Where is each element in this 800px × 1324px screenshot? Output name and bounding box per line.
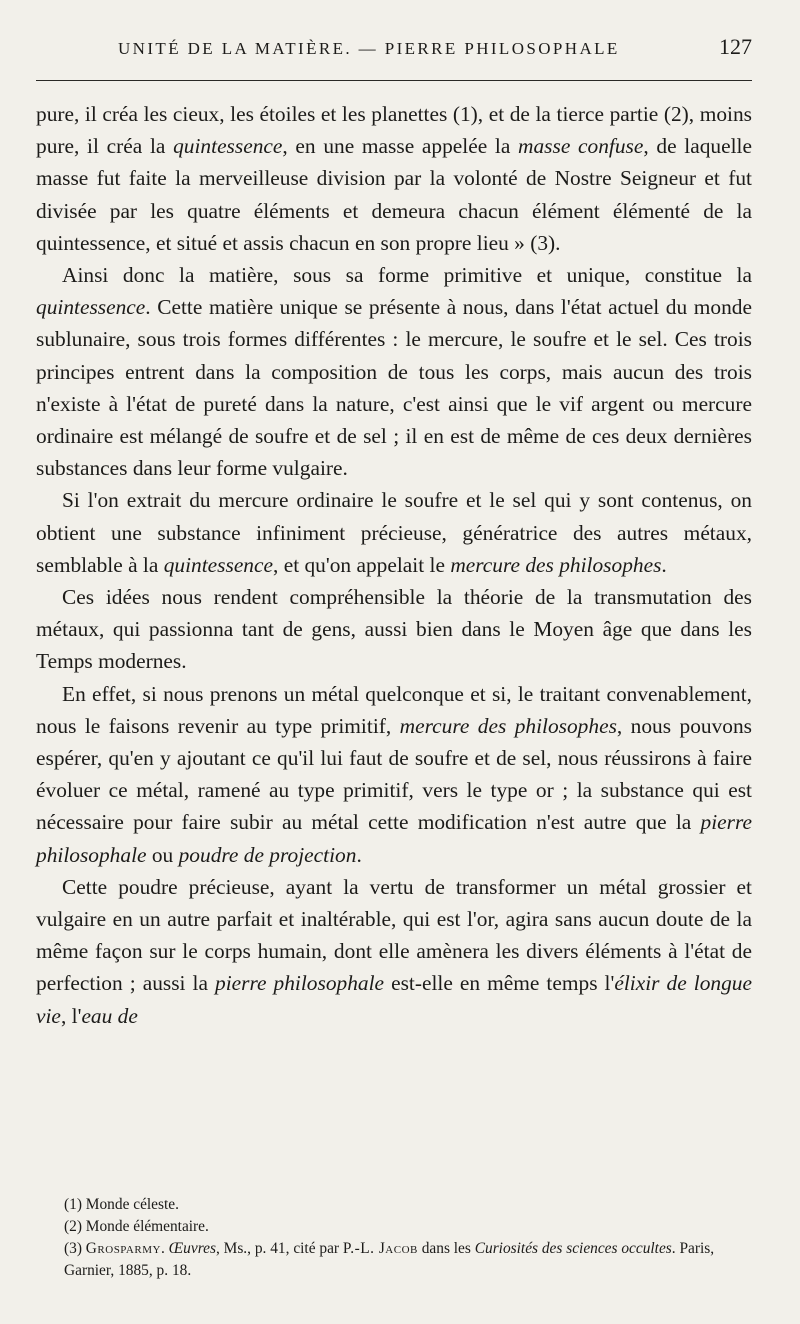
italic-term: quintessence	[36, 295, 146, 320]
italic-term: eau de	[81, 1003, 138, 1028]
footnote-book-title: Curiosités des sciences occultes	[474, 1240, 672, 1257]
text-segment: . Cette matière unique se présente à nous, dans l'état actuel du monde sublunaire, sous trois formes différentes : le mercure, le soufre et le sel. Ces trois principes entrent dans la composition de tous les corps, mais aucun des trois n'existe à l'état de pureté dans la nature, c'est ainsi que le vif argent ou mercure ordinaire est mélangé de soufre et de sel ; il en est de même de ces deux dernières substances dans leur forme vulgaire.	[36, 295, 752, 481]
italic-term: pierre philosophale	[36, 810, 752, 867]
page-number: 127	[719, 34, 752, 59]
text-segment: .	[661, 552, 667, 577]
italic-term: poudre de projection	[178, 842, 357, 867]
text-segment: , en une masse appelée la	[282, 134, 519, 159]
footnotes	[36, 1194, 752, 1282]
text-segment: , nous pouvons espérer, qu'en y ajoutant ce qu'il lui faut de soufre et de sel, nous réussirons à faire évoluer ce métal, ramené au type primitif, vers le type or ; la substance qui est nécessaire pour faire subir au métal cette modification n'est autre que la	[36, 713, 752, 835]
text-segment: , l'	[60, 1003, 82, 1028]
text-segment: Ces idées nous rendent compréhensible la théorie de la transmutation des métaux, qui passionna tant de gens, aussi bien dans le Moyen âge que dans les Temps modernes.	[36, 585, 752, 674]
page-header	[36, 34, 752, 64]
footnote-text: dans les	[417, 1240, 475, 1257]
footnote-number: (3)	[64, 1240, 86, 1257]
paragraph	[36, 678, 752, 871]
italic-term: quintessence	[163, 552, 273, 577]
footnote-text: . Paris, Garnier, 1885, p. 18.	[64, 1240, 715, 1279]
paragraph	[36, 259, 752, 484]
text-segment: En effet, si nous prenons un métal quelconque et si, le traitant convenablement, nous le faisons revenir au type primitif,	[36, 681, 752, 738]
footnote-author: Grosparmy	[85, 1240, 161, 1257]
text-segment: , et qu'on appelait le	[273, 552, 451, 577]
text-segment: Cette poudre précieuse, ayant la vertu de transformer un métal grossier et vulgaire en un autre parfait et inaltérable, qui est l'or, agira sans aucun doute de la même façon sur le corps humain, dont elle amènera les divers éléments à l'état de perfection ; aussi la	[36, 874, 752, 996]
italic-term: mercure des philosophes	[399, 713, 617, 738]
paragraph	[36, 581, 752, 678]
footnote-text: .	[160, 1240, 169, 1257]
running-head: UNITÉ DE LA MATIÈRE. — PIERRE PHILOSOPHALE	[118, 39, 620, 58]
footnote-text: , Ms., p. 41, cité par	[215, 1240, 343, 1257]
footnote-work-title: Œuvres	[168, 1240, 216, 1257]
text-segment: .	[356, 842, 362, 867]
italic-term: quintessence	[173, 134, 283, 159]
text-segment: ou	[146, 842, 179, 867]
text-segment: Si l'on extrait du mercure ordinaire le soufre et le sel qui y sont contenus, on obtient une substance infiniment précieuse, génératrice des autres métaux, semblable à la	[36, 488, 752, 577]
paragraph	[36, 98, 752, 259]
paragraph	[36, 484, 752, 581]
italic-term: masse confuse	[518, 134, 644, 159]
header-rule	[36, 80, 752, 81]
text-segment: Ainsi donc la matière, sous sa forme primitive et unique, constitue la	[62, 263, 752, 288]
body-text	[36, 98, 752, 1032]
footnote-3	[36, 1238, 752, 1282]
italic-term: mercure des philosophes	[450, 552, 662, 577]
paragraph	[36, 871, 752, 1032]
footnote-cited-author: P.-L. Jacob	[342, 1240, 418, 1257]
italic-term: élixir de longue vie	[36, 971, 752, 1028]
italic-term: pierre philosophale	[215, 971, 385, 996]
text-segment: est-elle en même temps l'	[384, 971, 615, 996]
footnote-2: (2) Monde élémentaire.	[64, 1218, 209, 1235]
text-segment: pure, il créa les cieux, les étoiles et les planettes (1), et de la tierce partie (2), moins pure, il créa la	[36, 102, 752, 159]
text-segment: , de laquelle masse fut faite la merveilleuse division par la volonté de Nostre Seigneur et fut divisée par les quatre éléments et demeura chacun élément élémenté de la quintessence, et situé et assis chacun en son propre lieu » (3).	[36, 134, 752, 255]
footnote-1: (1) Monde céleste.	[64, 1196, 179, 1213]
